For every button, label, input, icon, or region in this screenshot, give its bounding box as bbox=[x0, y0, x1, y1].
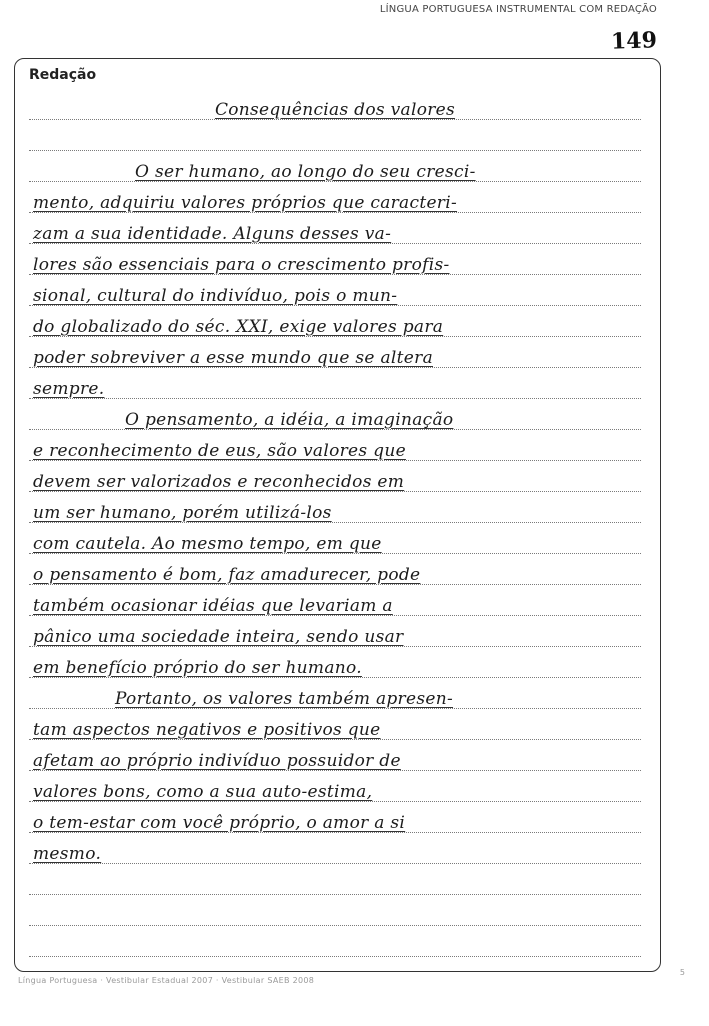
essay-line: e reconhecimento de eus, são valores que bbox=[33, 441, 406, 461]
ruled-line bbox=[29, 925, 641, 926]
essay-line: zam a sua identidade. Alguns desses va- bbox=[33, 224, 392, 244]
essay-line: com cautela. Ao mesmo tempo, em que bbox=[33, 534, 382, 554]
essay-line: mento, adquiriu valores próprios que caracteri- bbox=[33, 193, 458, 213]
ruled-line bbox=[29, 150, 641, 151]
ruled-line bbox=[29, 894, 641, 895]
essay-title: Consequências dos valores bbox=[214, 100, 456, 120]
essay-line: o tem-estar com você próprio, o amor a si bbox=[33, 813, 406, 833]
essay-sheet bbox=[14, 58, 661, 972]
ruled-line bbox=[29, 956, 641, 957]
essay-line: também ocasionar idéias que levariam a bbox=[33, 596, 393, 616]
section-title: Redação bbox=[29, 67, 97, 83]
essay-line: devem ser valorizados e reconhecidos em bbox=[33, 472, 405, 492]
essay-line: mesmo. bbox=[33, 844, 102, 864]
essay-line: tam aspectos negativos e positivos que bbox=[33, 720, 381, 740]
essay-line: sional, cultural do indivíduo, pois o mun- bbox=[33, 286, 398, 306]
essay-line: Portanto, os valores também apresen- bbox=[115, 689, 454, 709]
essay-line: do globalizado do séc. XXI, exige valores para bbox=[33, 317, 444, 337]
footer-mark: 5 bbox=[679, 968, 685, 977]
essay-line: pânico uma sociedade inteira, sendo usar bbox=[33, 627, 404, 647]
essay-line: em benefício próprio do ser humano. bbox=[33, 658, 362, 678]
course-header: LÍNGUA PORTUGUESA INSTRUMENTAL COM REDAÇÃO bbox=[379, 4, 657, 15]
essay-line: lores são essenciais para o crescimento profis- bbox=[33, 255, 450, 275]
essay-line: sempre. bbox=[33, 379, 105, 399]
essay-line: afetam ao próprio indivíduo possuidor de bbox=[33, 751, 401, 771]
essay-line: um ser humano, porém utilizá-los bbox=[33, 503, 332, 523]
essay-line: O pensamento, a idéia, a imaginação bbox=[125, 410, 454, 430]
page-number: 149 bbox=[610, 27, 658, 55]
footer-text: Língua Portuguesa · Vestibular Estadual 2007 · Vestibular SAEB 2008 bbox=[18, 976, 315, 985]
essay-line: poder sobreviver a esse mundo que se altera bbox=[33, 348, 434, 368]
essay-line: o pensamento é bom, faz amadurecer, pode bbox=[33, 565, 421, 585]
essay-line: valores bons, como a sua auto-estima, bbox=[33, 782, 373, 802]
essay-line: O ser humano, ao longo do seu cresci- bbox=[135, 162, 476, 182]
